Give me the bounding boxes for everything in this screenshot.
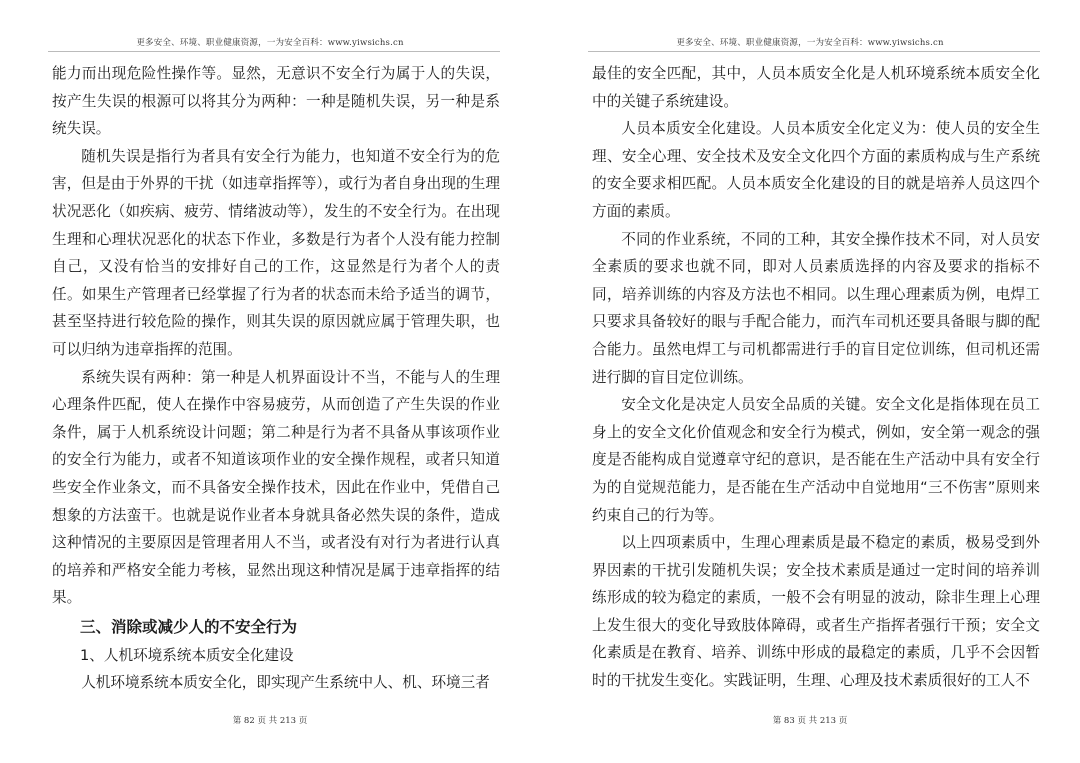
subsection-heading: 1、人机环境系统本质安全化建设 — [80, 646, 294, 664]
section-heading: 三、消除或减少人的不安全行为 — [80, 617, 298, 636]
paragraph: 随机失误是指行为者具有安全行为能力，也知道不安全行为的危害，但是由于外界的干扰（如违章指挥等），或行为者自身出现的生理状况恶化（如疾病、疲劳、情绪波动等），发生的不安全行为。在出现生理和心理状况恶化的状态下作业，多数是行为者个人没有能力控制自己，又没有恰当的安排好自己的工作，这显然是行为者个人的责任。如果生产管理者已经掌握了行为者的状态而未给予适当的调节，甚至坚持进行较危险的操作，则其失误的原因就应属于管理失职，也可以归纳为违章指挥的范围。 — [52, 147, 500, 358]
page-header: 更多安全、环境、职业健康资源，一为安全百科：www.yiwsichs.cn — [676, 38, 944, 48]
page-footer: 第 83 页 共 213 页 — [772, 716, 848, 726]
right-page — [540, 0, 1080, 763]
paragraph: 以上四项素质中，生理心理素质是最不稳定的素质，极易受到外界因素的干扰引发随机失误；安全技术素质是通过一定时间的培养训练形成的较为稳定的素质，一般不会有明显的波动，除非生理上心理上发生很大的变化导致肢体障碍，或者生产指挥者强行干预；安全文化素质是在教育、培养、训练中形成的最稳定的素质，几乎不会因暂时的干扰发生变化。实践证明，生理、心理及技术素质很好的工人不 — [592, 534, 1040, 690]
page-body — [52, 60, 500, 697]
paragraph: 系统失误有两种：第一种是人机界面设计不当，不能与人的生理心理条件匹配，使人在操作中容易疲劳，从而创造了产生失误的作业条件，属于人机系统设计问题；第二种是行为者不具备从事该项作业的安全行为能力，或者不知道该项作业的安全操作规程，或者只知道些安全作业条文，而不具备安全操作技术，因此在作业中，凭借自己想象的方法蛮干。也就是说作业者本身就具备必然失误的条件，造成这种情况的主要原因是管理者用人不当，或者没有对行为者进行认真的培养和严格安全能力考核，显然出现这种情况是属于违章指挥的结果。 — [52, 368, 500, 607]
paragraph: 人机环境系统本质安全化，即实现产生系统中人、机、环境三者 — [81, 674, 490, 692]
page-footer: 第 82 页 共 213 页 — [232, 716, 308, 726]
paragraph: 安全文化是决定人员安全品质的关键。安全文化是指体现在员工身上的安全文化价值观念和安全行为模式，例如，安全第一观念的强度是否能构成自觉遵章守纪的意识，是否能在生产活动中具有安全行为的自觉规范能力，是否能在生产活动中自觉地用“三不伤害”原则来约束自己的行为等。 — [592, 396, 1040, 524]
header-divider — [48, 51, 500, 52]
header-divider — [588, 51, 1040, 52]
paragraph: 能力而出现危险性操作等。显然，无意识不安全行为属于人的失误，按产生失误的根源可以将其分为两种：一种是随机失误，另一种是系统失误。 — [52, 65, 500, 138]
paragraph: 最佳的安全匹配，其中，人员本质安全化是人机环境系统本质安全化中的关键子系统建设。 — [592, 65, 1040, 110]
paragraph: 不同的作业系统，不同的工种，其安全操作技术不同，对人员安全素质的要求也就不同，即对人员素质选择的内容及要求的指标不同，培养训练的内容及方法也不相同。以生理心理素质为例，电焊工只要求具备较好的眼与手配合能力，而汽车司机还要具备眼与脚的配合能力。虽然电焊工与司机都需进行手的盲目定位训练，但司机还需进行脚的盲目定位训练。 — [592, 230, 1040, 386]
page-header: 更多安全、环境、职业健康资源，一为安全百科：www.yiwsichs.cn — [136, 38, 404, 48]
paragraph: 人员本质安全化建设。人员本质安全化定义为：使人员的安全生理、安全心理、安全技术及安全文化四个方面的素质构成与生产系统的安全要求相匹配。人员本质安全化建设的目的就是培养人员这四个方面的素质。 — [592, 120, 1040, 220]
page-body — [592, 60, 1040, 695]
